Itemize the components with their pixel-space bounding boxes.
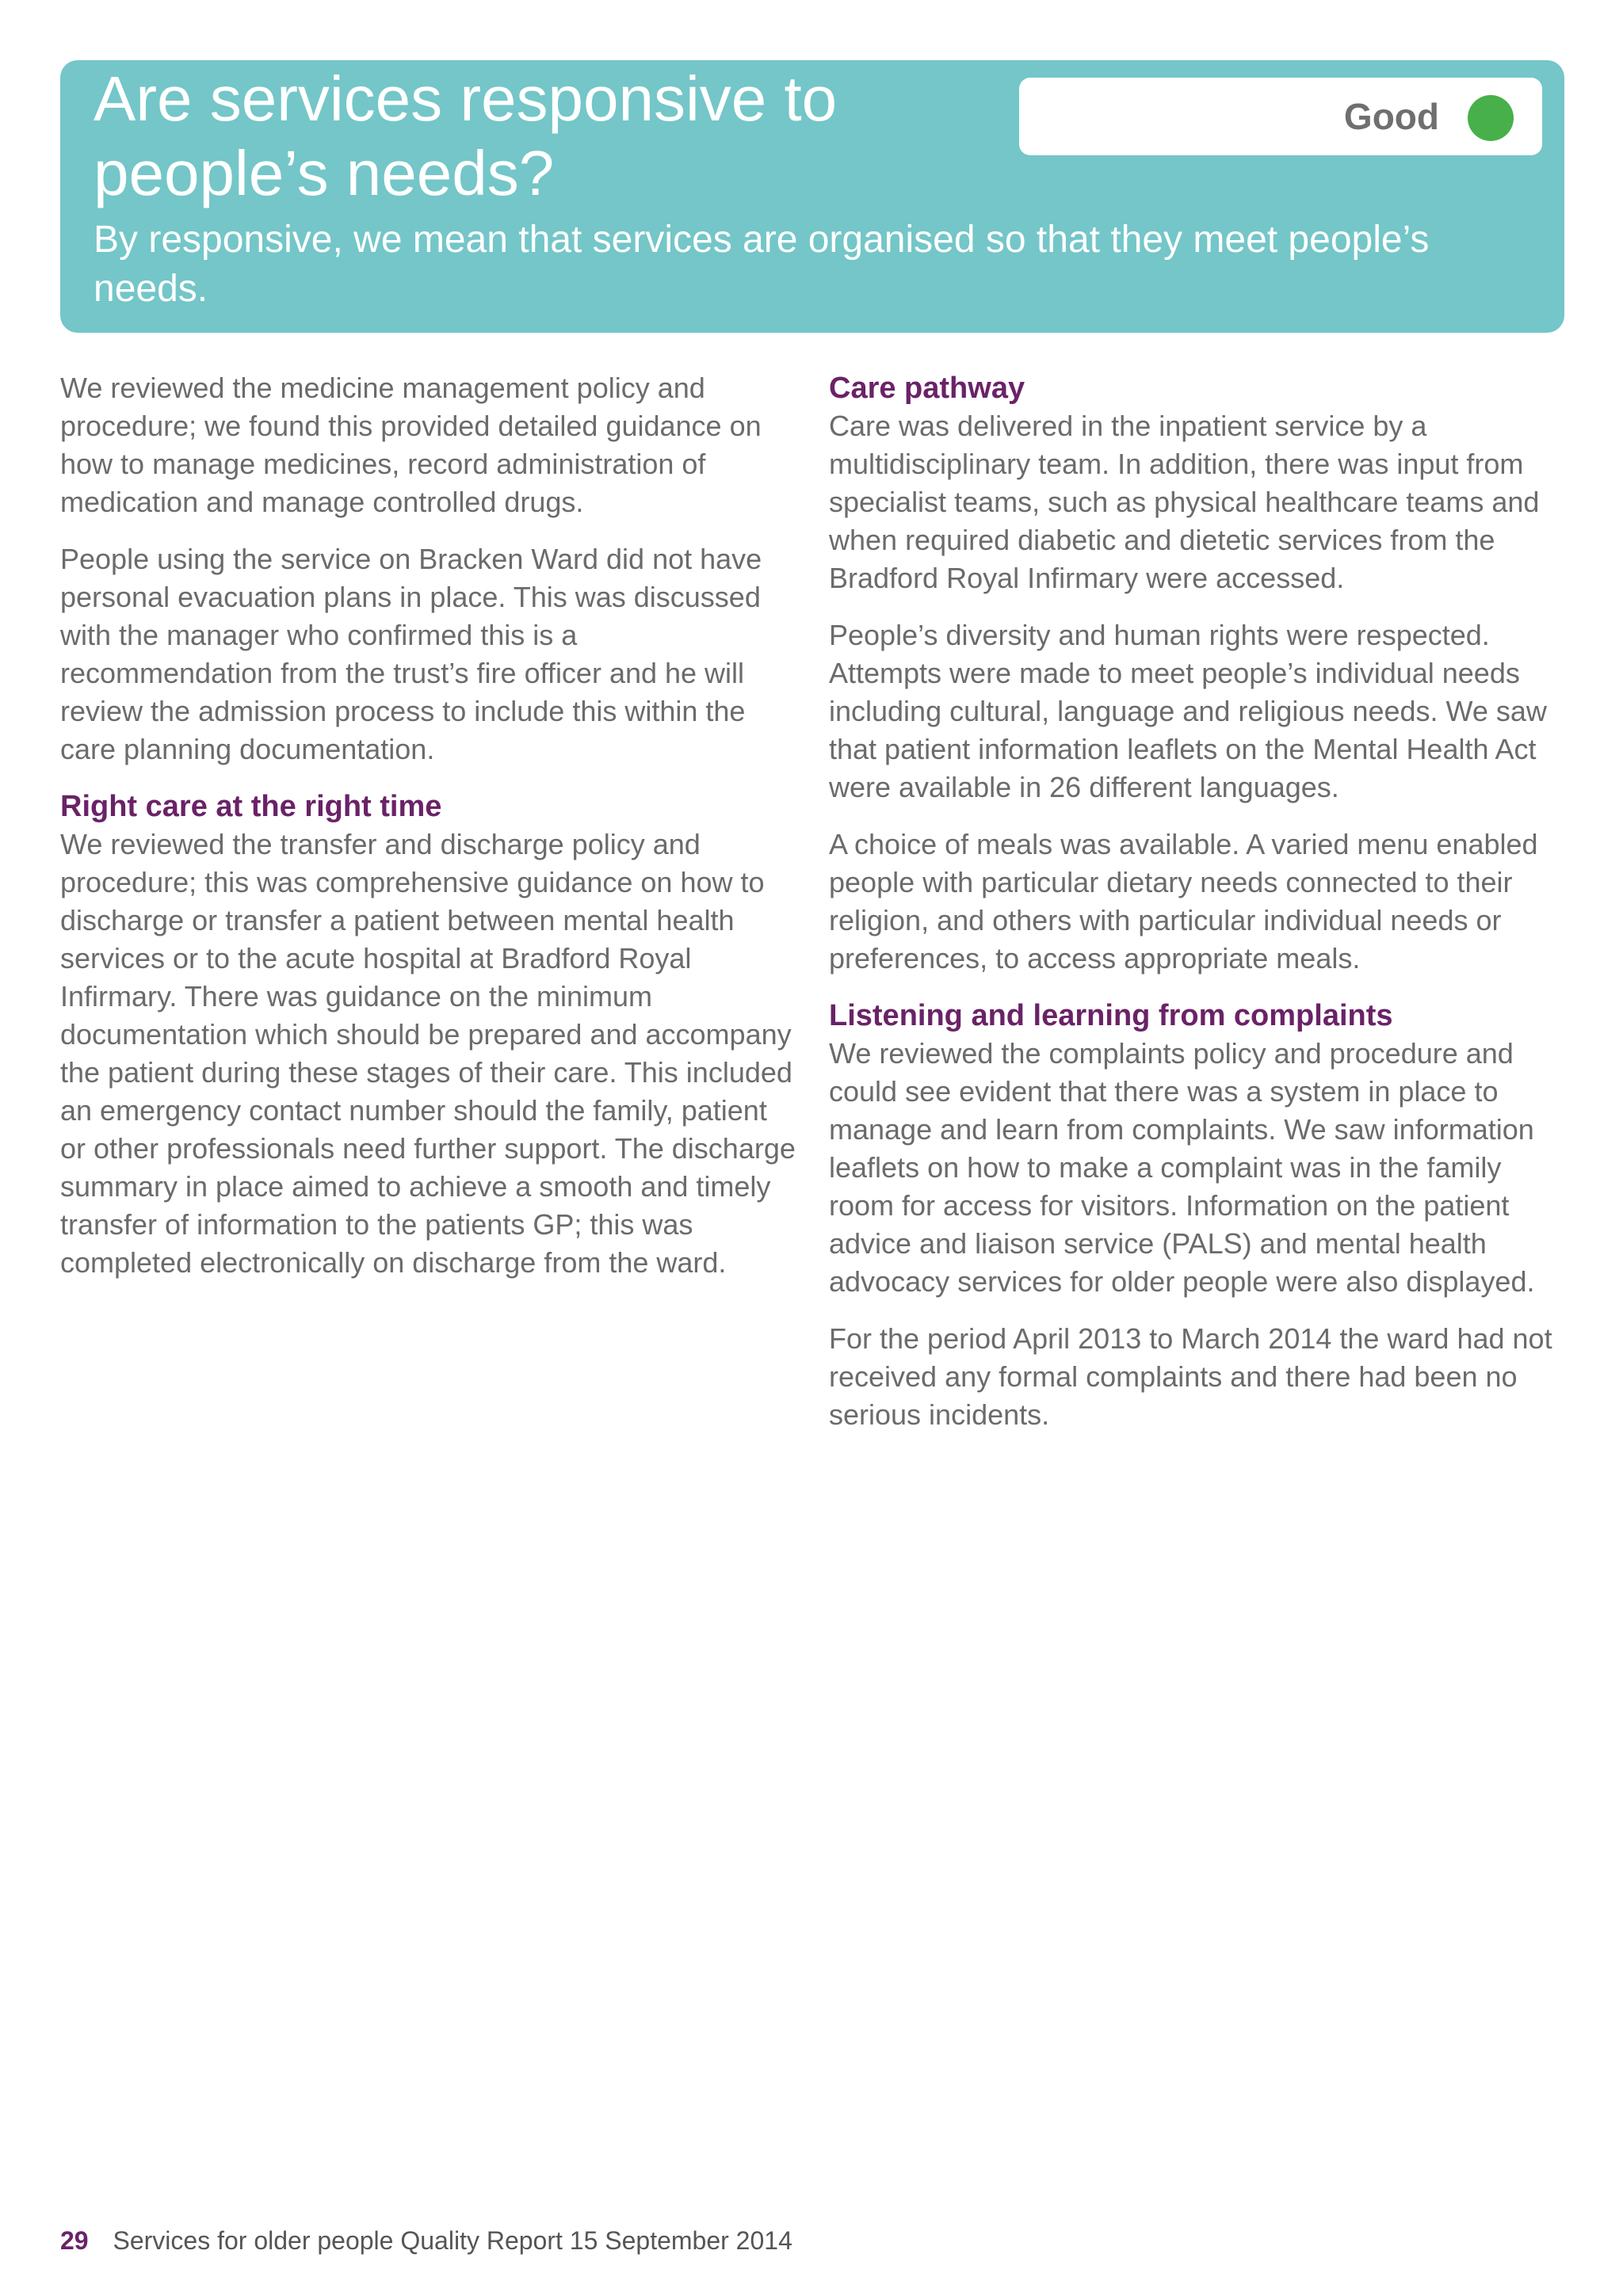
left-column bbox=[60, 369, 797, 1301]
page-footer bbox=[60, 2223, 792, 2258]
paragraph-medicine-policy: We reviewed the medicine management policy and procedure; we found this provided detailed guidance on how to manage medicines, record administration of medication and manage controlled drugs. bbox=[60, 372, 762, 518]
paragraph-transfer-discharge: We reviewed the transfer and discharge policy and procedure; this was comprehensive guidance on how to discharge or transfer a patient between mental health services or to the acute hospital at Bradford Royal Infirmary. There was guidance on the minimum documentation which should be prepared and accompany the patient during these stages of their care. This included an emergency contact number should the family, patient or other professionals need further support. The discharge summary in place aimed to achieve a smooth and timely transfer of information to the patients GP; this was completed electronically on discharge from the ward. bbox=[60, 828, 796, 1279]
rating-dot-icon bbox=[1468, 95, 1514, 141]
page-subtitle: By responsive, we mean that services are organised so that they meet people’s needs. bbox=[94, 219, 1430, 310]
header-banner bbox=[60, 60, 1564, 333]
paragraph-complaints-period: For the period April 2013 to March 2014 the ward had not received any formal complaints and there had been no serious incidents. bbox=[829, 1322, 1552, 1431]
paragraph-care-delivery: Care was delivered in the inpatient service by a multidisciplinary team. In addition, there was input from specialist teams, such as physical healthcare teams and when required diabetic and dietetic services from the Bradford Royal Infirmary were accessed. bbox=[829, 410, 1540, 594]
paragraph-diversity: People’s diversity and human rights were respected. Attempts were made to meet people’s individual needs including cultural, language and religious needs. We saw that patient information leaflets on the Mental Health Act were available in 26 different languages. bbox=[829, 619, 1547, 803]
paragraph-complaints-policy: We reviewed the complaints policy and procedure and could see evident that there was a system in place to manage and learn from complaints. We saw information leaflets on how to make a complaint was in the family room for access for visitors. Information on the patient advice and liaison service (PALS) and mental health advocacy services for older people were also displayed. bbox=[829, 1037, 1535, 1298]
paragraph-evacuation-plans: People using the service on Bracken Ward did not have personal evacuation plans in place. This was discussed with the manager who confirmed this is a recommendation from the trust’s fire officer and he will review the admission process to include this within the care planning documentation. bbox=[60, 543, 762, 765]
heading-complaints: Listening and learning from complaints bbox=[829, 999, 1393, 1032]
page-number: 29 bbox=[60, 2226, 89, 2255]
page-title: Are services responsive to people’s needs? bbox=[94, 63, 838, 208]
footer-text: Services for older people Quality Report 15 September 2014 bbox=[113, 2226, 792, 2255]
rating-label: Good bbox=[1343, 96, 1439, 137]
heading-right-care: Right care at the right time bbox=[60, 790, 442, 823]
right-column bbox=[829, 369, 1574, 1453]
heading-care-pathway: Care pathway bbox=[829, 372, 1025, 405]
paragraph-meals: A choice of meals was available. A varied menu enabled people with particular dietary needs connected to their religion, and others with particular individual needs or preferences, to access appropriate meals. bbox=[829, 828, 1538, 974]
rating-badge bbox=[1019, 78, 1542, 155]
